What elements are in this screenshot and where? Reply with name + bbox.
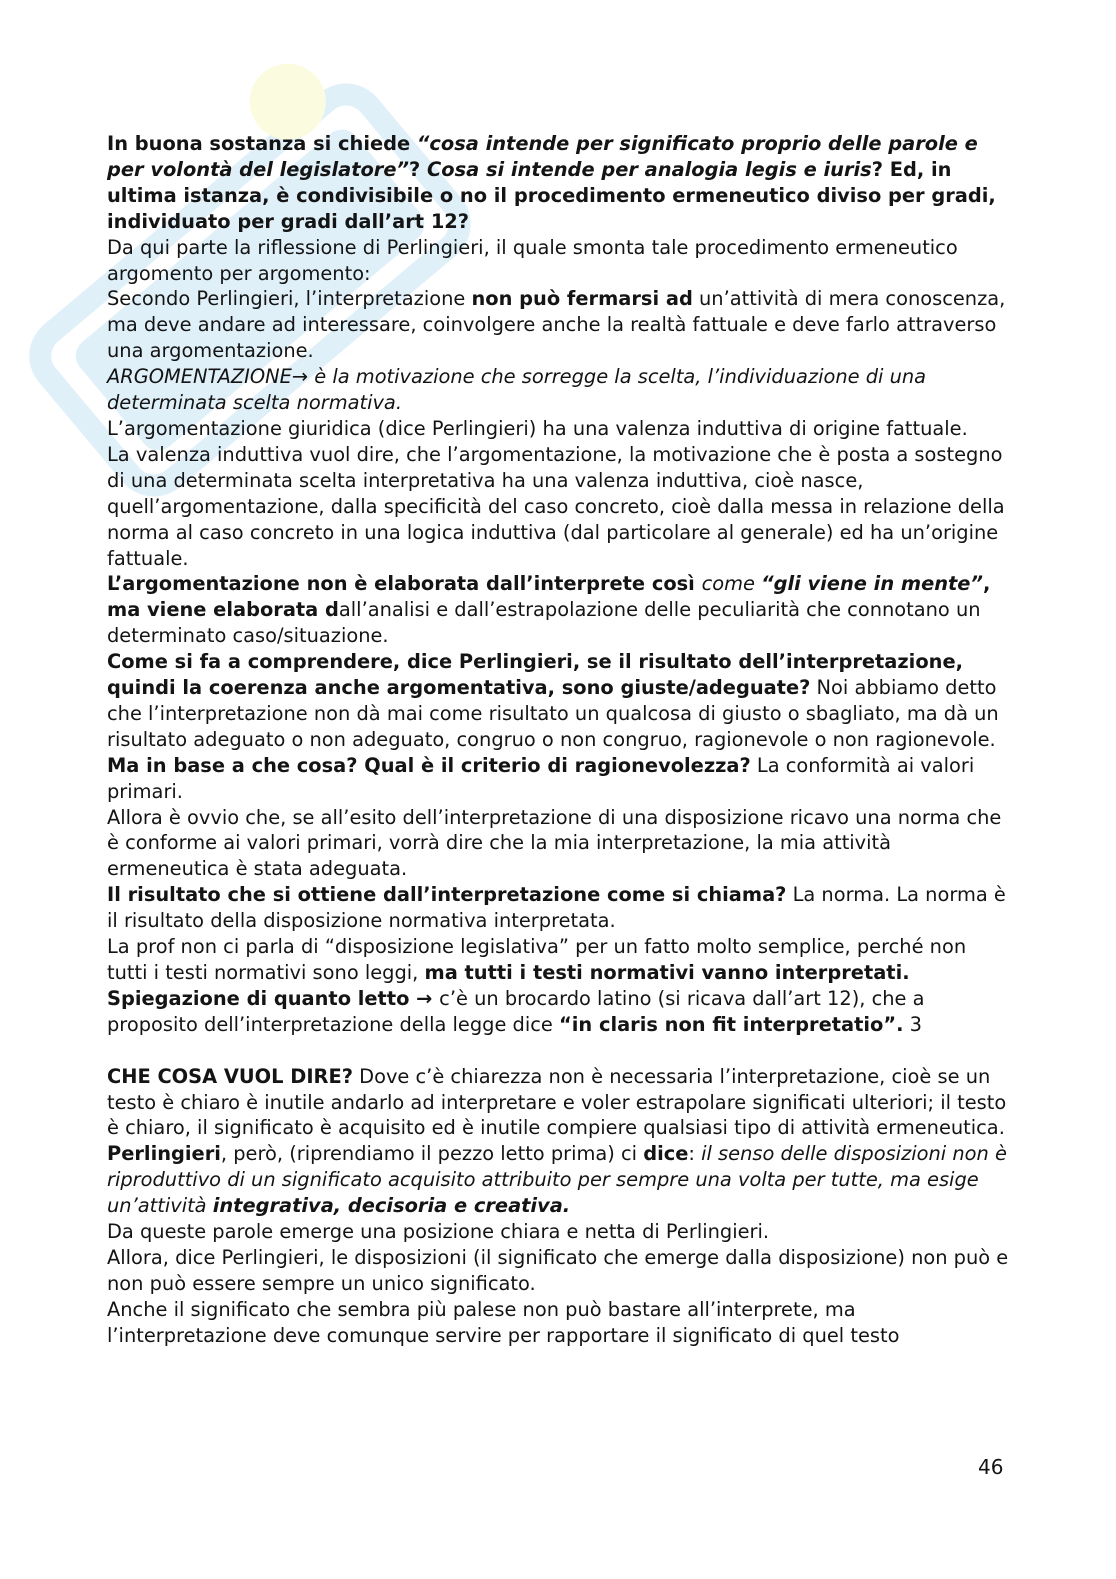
paragraph bbox=[107, 882, 1012, 934]
text-run: Allora, dice Perlingieri, le disposizioni (il significato che emerge dalla disposizione) non può e non può essere sempre un unico significato. bbox=[107, 1245, 1009, 1295]
paragraph bbox=[107, 753, 1012, 805]
paragraph bbox=[107, 571, 1012, 649]
text-run: L’argomentazione giuridica (dice Perlingieri) ha una valenza induttiva di origine fattuale. bbox=[107, 416, 968, 440]
text-run: un’attività di mera conoscenza, ma deve andare ad interessare, coinvolgere anche la realtà fattuale e deve farlo attraverso una argomentazione. bbox=[107, 287, 1006, 363]
text-run: L’argomentazione non è elaborata dall’interprete così bbox=[107, 572, 702, 596]
text-run: dice bbox=[643, 1142, 689, 1166]
text-run: Da queste parole emerge una posizione chiara e netta di Perlingieri. bbox=[107, 1220, 770, 1244]
text-run: : bbox=[688, 1142, 702, 1166]
text-run: CHE COSA VUOL DIRE? bbox=[107, 1064, 353, 1088]
text-run: ? Ed, in ultima istanza, è condivisibile o no il procedimento ermeneutico diviso per gradi, individuato per gradi dall’art 12? bbox=[107, 157, 996, 233]
text-run: La prof non ci parla di “disposizione legislativa” per un fatto molto semplice, perché non tutti i testi normativi sono leggi, bbox=[107, 935, 967, 984]
paragraph bbox=[107, 235, 1012, 287]
text-run: Da qui parte la riflessione di Perlingieri, il quale smonta tale procedimento ermeneutico argomento per argomento: bbox=[107, 235, 958, 285]
text-run: ARGOMENTAZIONE→ è la motivazione che sorregge la scelta, l’individuazione di una determinata scelta normativa. bbox=[107, 365, 927, 415]
text-run: , ma viene elaborata d bbox=[107, 572, 991, 622]
paragraph bbox=[107, 416, 1012, 442]
paragraph bbox=[107, 131, 1012, 235]
text-run: Dove c’è chiarezza non è necessaria l’interpretazione, cioè se un testo è chiaro è inutile andarlo ad interpretare e voler estrapolare significati ulteriori; il testo è chiaro, il significato è acquisito ed è inutile compiere qualsiasi tipo di attività ermeneutica. bbox=[107, 1064, 1007, 1140]
text-run: non può fermarsi ad bbox=[471, 287, 693, 311]
text-run: “gli viene in mente” bbox=[761, 572, 983, 596]
text-run: ma tutti i testi normativi vanno interpretati. bbox=[424, 961, 910, 984]
text-run: In buona sostanza si chiede bbox=[107, 132, 417, 155]
text-run: Ma in base a che cosa? Qual è il criterio di ragionevolezza? bbox=[107, 753, 751, 777]
paragraph bbox=[107, 649, 1012, 753]
document-body bbox=[107, 131, 1012, 1349]
text-run: Anche il significato che sembra più palese non può bastare all’interprete, ma l’interpretazione deve comunque servire per rapportare il significato di quel testo bbox=[107, 1297, 900, 1347]
text-run: La norma. La norma è il risultato della disposizione normativa interpretata. bbox=[107, 883, 1006, 933]
paragraph bbox=[107, 1297, 1012, 1349]
paragraph bbox=[107, 986, 1012, 1038]
paragraph bbox=[107, 286, 1012, 364]
text-run: , però, (riprendiamo il pezzo letto prima) ci bbox=[220, 1142, 644, 1166]
text-run: come bbox=[701, 572, 755, 596]
text-run: all’analisi e dall’estrapolazione delle peculiarità che connotano un determinato caso/situazione. bbox=[107, 598, 981, 648]
text-run: Cosa si intende per analogia legis e iuris bbox=[427, 157, 872, 181]
paragraph bbox=[107, 805, 1012, 883]
paragraph bbox=[107, 1064, 1012, 1142]
text-run: Allora è ovvio che, se all’esito dell’interpretazione di una disposizione ricavo una norma che è conforme ai valori primari, vorrà dire che la mia interpretazione, la mia attività ermeneutica è stata adeguata. bbox=[107, 805, 1002, 881]
page-number: 46 bbox=[978, 1455, 1004, 1479]
text-run: Il risultato che si ottiene dall’interpretazione come si chiama? bbox=[107, 883, 787, 907]
paragraph bbox=[107, 934, 1012, 986]
text-run: ? bbox=[409, 157, 428, 181]
paragraph bbox=[107, 1245, 1012, 1297]
text-run: “cosa intende per significato proprio delle parole e per volontà del legislatore” bbox=[107, 132, 978, 181]
text-run: il senso delle disposizioni non è riproduttivo di un significato acquisito attribuito per sempre una volta per tutte, ma esige un’attività bbox=[107, 1142, 1007, 1218]
text-run: Spiegazione di quanto letto → bbox=[107, 986, 440, 1010]
paragraph bbox=[107, 364, 1012, 416]
text-run: La conformità ai valori primari. bbox=[107, 753, 975, 803]
text-run: Noi abbiamo detto che l’interpretazione non dà mai come risultato un qualcosa di giusto o sbagliato, ma dà un risultato adeguato o non adeguato, congruo o non congruo, ragionevole o non ragionevole. bbox=[107, 676, 999, 751]
paragraph bbox=[107, 1141, 1012, 1219]
text-run: 3 bbox=[903, 1012, 922, 1036]
text-run: Perlingieri bbox=[107, 1142, 221, 1166]
text-run: Secondo Perlingieri, l’interpretazione bbox=[107, 287, 472, 311]
text-run: c’è un brocardo latino (si ricava dall’art 12), che a proposito dell’interpretazione della legge dice bbox=[107, 986, 925, 1036]
paragraph bbox=[107, 442, 1012, 572]
text-run: La valenza induttiva vuol dire, che l’argomentazione, la motivazione che è posta a sostegno di una determinata scelta interpretativa ha una valenza induttiva, cioè nasce, quell’argomentazione, dalla specificità del caso concreto, cioè dalla messa in relazione della norma al caso concreto in una logica induttiva (dal particolare al generale) ed ha un’origine fattuale. bbox=[107, 442, 1005, 570]
paragraph bbox=[107, 1219, 1012, 1245]
text-run: “in claris non fit interpretatio”. bbox=[559, 1012, 904, 1036]
text-run: integrativa, decisoria e creativa. bbox=[212, 1194, 571, 1218]
text-run: Come si fa a comprendere, dice Perlingieri, se il risultato dell’interpretazione, quindi la coerenza anche argomentativa, sono giuste/adeguate? bbox=[107, 650, 963, 700]
